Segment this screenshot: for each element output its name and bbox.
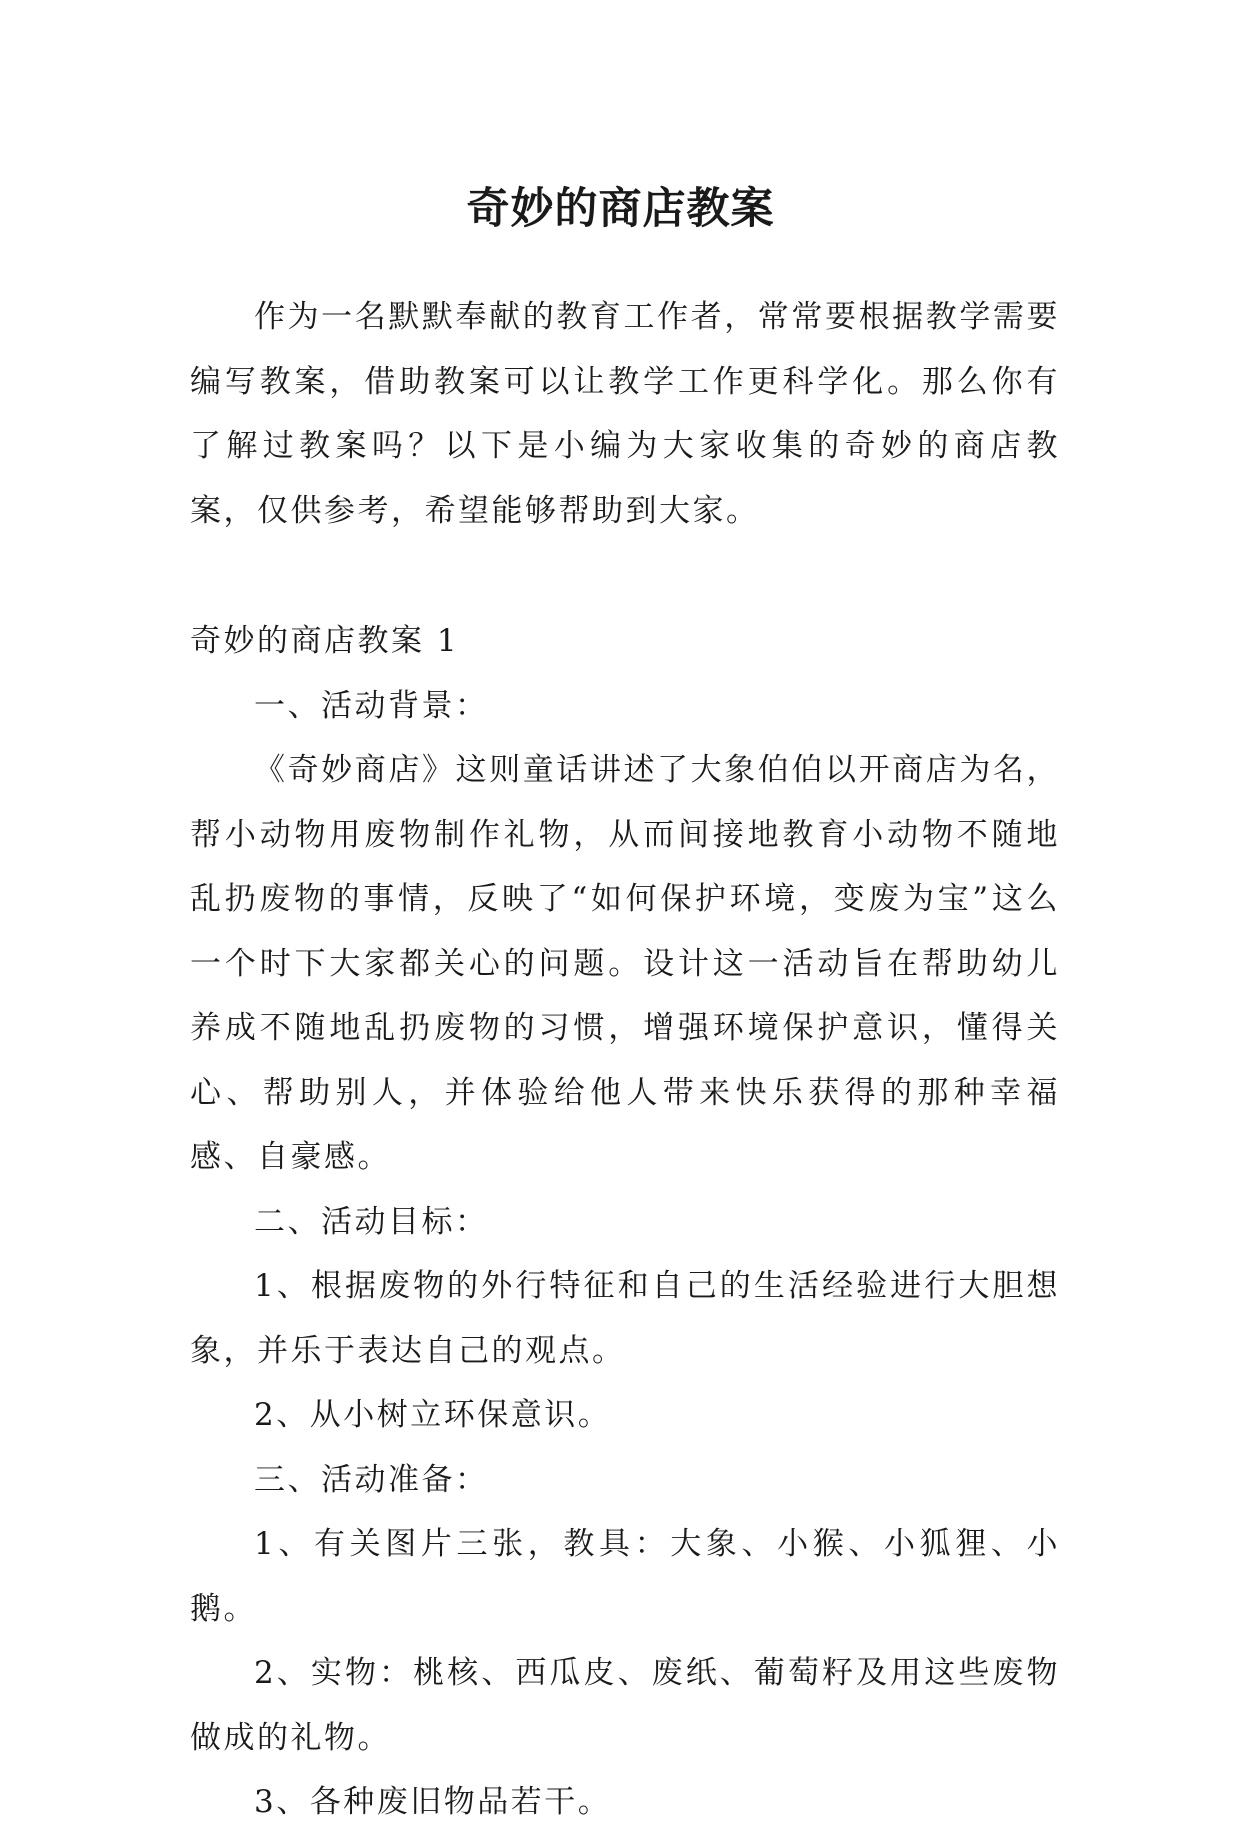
document-title: 奇妙的商店教案 [466, 183, 775, 234]
document-body [190, 285, 1060, 1835]
heading-goals: 二、活动目标： [254, 1203, 489, 1240]
goal-item-1: 1、根据废物的外行特征和自己的生活经验进行大胆想象，并乐于表达自己的观点。 [190, 1268, 1060, 1369]
paragraph-background: 《奇妙商店》这则童话讲述了大象伯伯以开商店为名，帮小动物用废物制作礼物，从而间接地教育小动物不随地乱扔废物的事情，反映了“如何保护环境，变废为宝”这么一个时下大家都关心的问题。设计这一活动旨在帮助幼儿养成不随地乱扔废物的习惯，增强环境保护意识，懂得关心、帮助别人，并体验给他人带来快乐获得的那种幸福感、自豪感。 [190, 752, 1060, 1175]
preparation-item-3: 3、各种废旧物品若干。 [254, 1784, 612, 1820]
intro-paragraph: 作为一名默默奉献的教育工作者，常常要根据教学需要编写教案，借助教案可以让教学工作更科学化。那么你有了解过教案吗？以下是小编为大家收集的奇妙的商店教案，仅供参考，希望能够帮助到大家。 [190, 299, 1060, 529]
heading-preparation: 三、活动准备： [254, 1461, 489, 1498]
preparation-item-2: 2、实物：桃核、西瓜皮、废纸、葡萄籽及用这些废物做成的礼物。 [190, 1655, 1060, 1756]
goal-item-2: 2、从小树立环保意识。 [254, 1397, 612, 1433]
heading-background: 一、活动背景： [254, 687, 489, 724]
preparation-item-1: 1、有关图片三张，教具：大象、小猴、小狐狸、小鹅。 [190, 1526, 1060, 1627]
section-title: 奇妙的商店教案 1 [190, 623, 460, 659]
